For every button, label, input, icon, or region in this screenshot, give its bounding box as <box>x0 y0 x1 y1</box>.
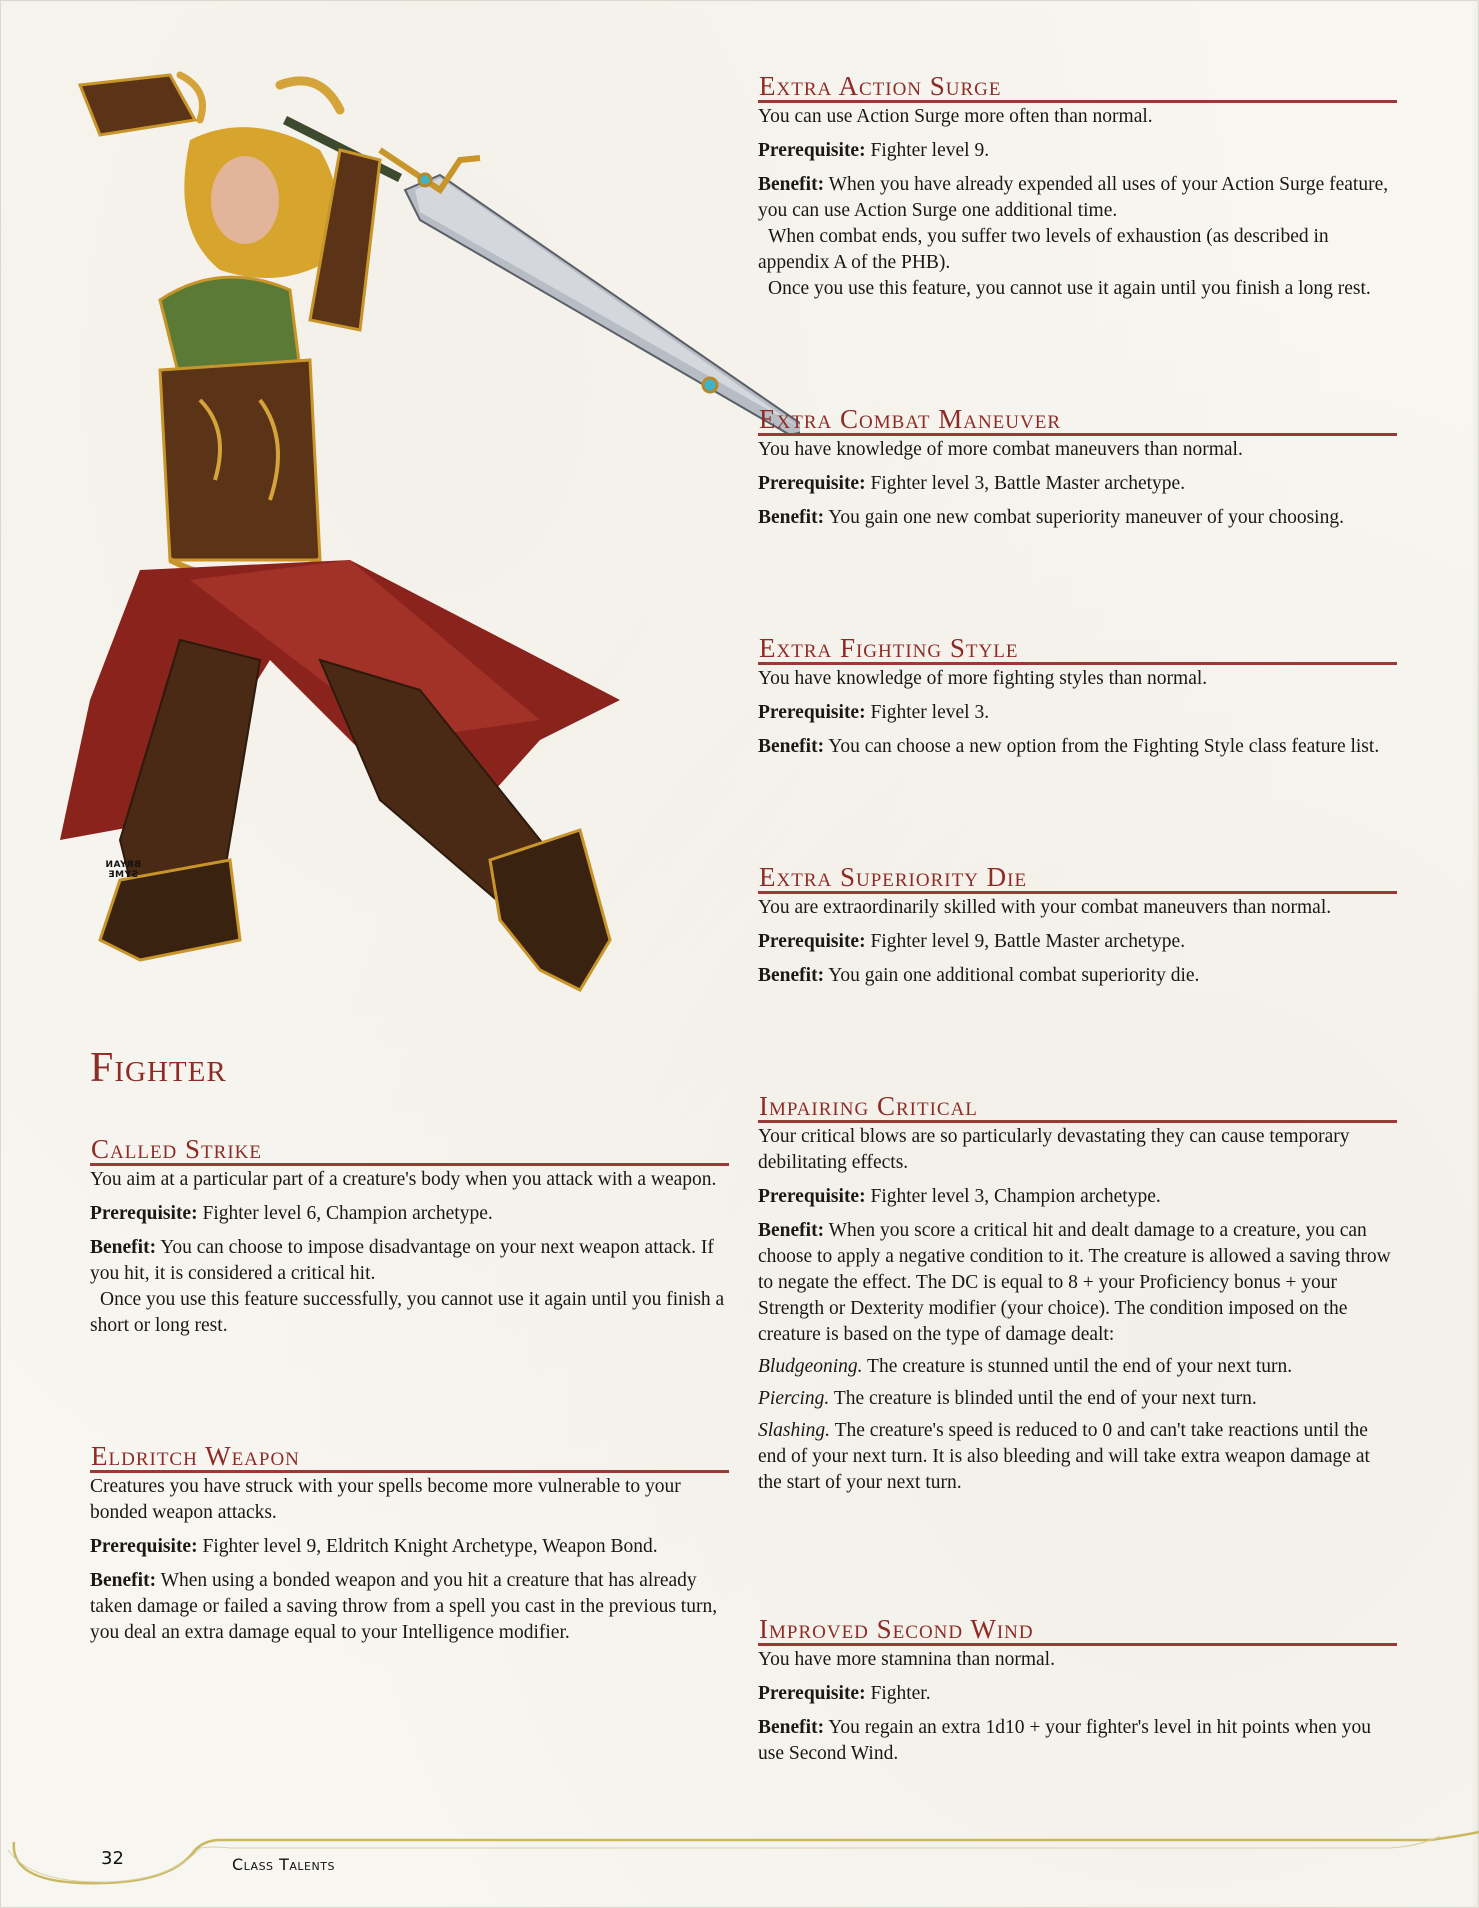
talent-intro: You have more stamnina than normal. <box>758 1649 1055 1670</box>
talent-prerequisite: Prerequisite: Fighter level 9. <box>758 140 990 161</box>
talent-benefit: Benefit: You gain one additional combat superiority die. <box>758 965 1200 986</box>
talent-heading: Extra Action Surge <box>758 72 1397 103</box>
footer-ornament <box>0 1820 1479 1900</box>
talent-heading: Impairing Critical <box>758 1092 1397 1123</box>
talent-called-strike <box>90 1135 729 1339</box>
talent-improved-second-wind <box>758 1615 1397 1775</box>
talent-benefit: Benefit: You can choose a new option from the Fighting Style class feature list. <box>758 736 1380 757</box>
talent-intro: Creatures you have struck with your spells become more vulnerable to your bonded weapon attacks. <box>90 1476 681 1523</box>
talent-benefit: Benefit: When you score a critical hit and dealt damage to a creature, you can choose to apply a negative condition to it. The creature is allowed a saving throw to negate the effect. The DC is equal to 8 + your Proficiency bonus + your Strength or Dexterity modifier (your choice). The condition imposed on the creature is based on the type of damage dealt: <box>758 1220 1391 1345</box>
talent-intro: Your critical blows are so particularly devastating they can cause temporary debilitating effects. <box>758 1126 1350 1173</box>
talent-intro: You are extraordinarily skilled with your combat maneuvers than normal. <box>758 897 1332 918</box>
talent-benefit: Benefit: You gain one new combat superiority maneuver of your choosing. <box>758 507 1344 528</box>
talent-benefit-extra: Once you use this feature, you cannot use it again until you finish a long rest. <box>768 278 1371 299</box>
talent-extra-action-surge <box>758 72 1397 302</box>
talent-benefit: Benefit: You can choose to impose disadvantage on your next weapon attack. If you hit, it is considered a critical hit. <box>90 1237 714 1284</box>
talent-prerequisite: Prerequisite: Fighter level 9, Eldritch Knight Archetype, Weapon Bond. <box>90 1536 658 1557</box>
condition-bludgeoning: Bludgeoning. The creature is stunned until the end of your next turn. <box>758 1356 1293 1377</box>
running-title: Class Talents <box>232 1855 335 1874</box>
talent-extra-superiority-die <box>758 863 1397 997</box>
artist-signature: BRYAN SYME <box>105 860 141 880</box>
talent-prerequisite: Prerequisite: Fighter level 3, Champion archetype. <box>758 1186 1161 1207</box>
talent-heading: Eldritch Weapon <box>90 1442 729 1473</box>
fighter-illustration <box>20 40 800 1000</box>
talent-intro: You can use Action Surge more often than normal. <box>758 106 1153 127</box>
talent-benefit: Benefit: You regain an extra 1d10 + your fighter's level in hit points when you use Second Wind. <box>758 1717 1371 1764</box>
talent-heading: Called Strike <box>90 1135 729 1166</box>
talent-benefit: Benefit: When using a bonded weapon and you hit a creature that has already taken damage or failed a saving throw from a spell you cast in the previous turn, you deal an extra damage equal to your Intelligence modifier. <box>90 1570 718 1643</box>
talent-extra-combat-maneuver <box>758 405 1397 539</box>
condition-slashing: Slashing. The creature's speed is reduced to 0 and can't take reactions until the end of your next turn. It is also bleeding and will take extra weapon damage at the start of your next turn. <box>758 1420 1370 1493</box>
talent-benefit: Benefit: When you have already expended all uses of your Action Surge feature, you can use Action Surge one additional time. <box>758 174 1389 221</box>
page-number: 32 <box>101 1848 124 1869</box>
talent-benefit-extra: Once you use this feature successfully, you cannot use it again until you finish a short or long rest. <box>90 1289 725 1336</box>
talent-heading: Extra Fighting Style <box>758 634 1397 665</box>
talent-benefit-extra: When combat ends, you suffer two levels of exhaustion (as described in appendix A of the PHB). <box>758 226 1329 273</box>
talent-intro: You aim at a particular part of a creature's body when you attack with a weapon. <box>90 1169 717 1190</box>
talent-eldritch-weapon <box>90 1442 729 1654</box>
talent-intro: You have knowledge of more fighting styles than normal. <box>758 668 1208 689</box>
talent-extra-fighting-style <box>758 634 1397 768</box>
talent-prerequisite: Prerequisite: Fighter level 6, Champion archetype. <box>90 1203 493 1224</box>
class-title: Fighter <box>90 1045 227 1091</box>
talent-heading: Extra Combat Maneuver <box>758 405 1397 436</box>
talent-prerequisite: Prerequisite: Fighter. <box>758 1683 931 1704</box>
talent-prerequisite: Prerequisite: Fighter level 3. <box>758 702 990 723</box>
talent-prerequisite: Prerequisite: Fighter level 9, Battle Master archetype. <box>758 931 1186 952</box>
talent-heading: Improved Second Wind <box>758 1615 1397 1646</box>
talent-impairing-critical <box>758 1092 1397 1502</box>
condition-piercing: Piercing. The creature is blinded until the end of your next turn. <box>758 1388 1257 1409</box>
talent-prerequisite: Prerequisite: Fighter level 3, Battle Master archetype. <box>758 473 1186 494</box>
talent-intro: You have knowledge of more combat maneuvers than normal. <box>758 439 1243 460</box>
talent-heading: Extra Superiority Die <box>758 863 1397 894</box>
